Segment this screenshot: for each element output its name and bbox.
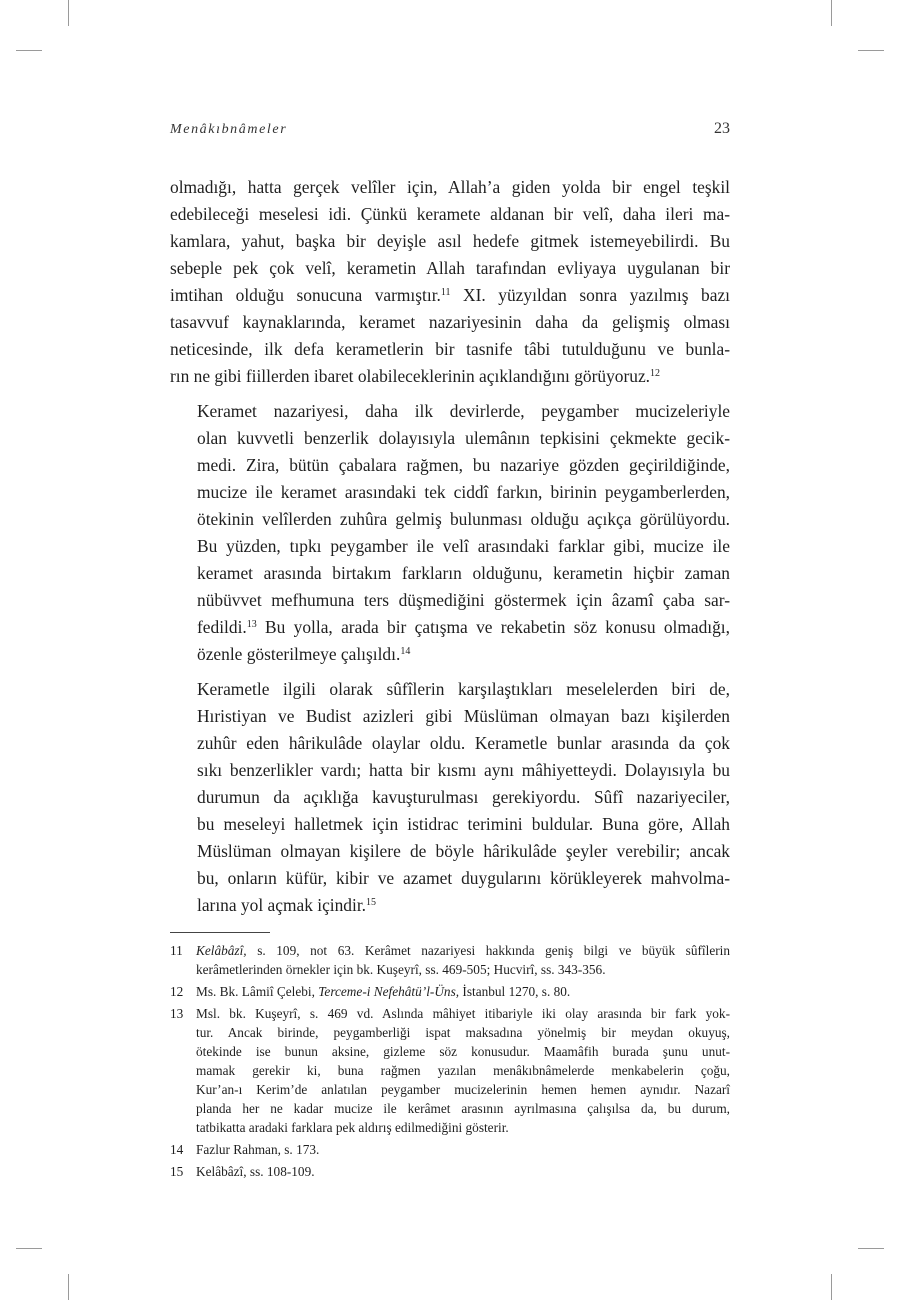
- text-line: Hıristiyan ve Budist azizleri gibi Müslüman olmayan bazı kişilerden: [197, 706, 730, 726]
- footnote-ref: 14: [400, 646, 411, 657]
- text-line: ötekinin velîlerden zuhûra gelmiş bulunması olduğu açıkça görülüyordu.: [197, 509, 730, 529]
- crop-mark: [858, 50, 884, 51]
- footnote-line: tatbikatta aradaki farklara pek aldırış edilmediğini gösterir.: [196, 1120, 509, 1135]
- text-line: mucize ile keramet arasındaki tek ciddî farkın, birinin peygamberlerden,: [197, 482, 730, 502]
- footnote-number: 14: [170, 1142, 184, 1157]
- text-line: Bu yüzden, tıpkı peygamber ile velî arasındaki farklar gibi, mucize ile: [197, 536, 730, 556]
- footnote-ref: 12: [650, 368, 661, 379]
- footnote-ref: 11: [440, 287, 451, 298]
- text-line: Kerametle ilgili olarak sûfîlerin karşılaştıkları meselelerden biri de,: [197, 679, 730, 699]
- footnote: [170, 941, 730, 979]
- footnote: [170, 982, 730, 1001]
- text-line: medi. Zira, bütün çabalara rağmen, bu nazariye gözden geçirildiğinde,: [197, 455, 730, 475]
- page-number: 23: [714, 120, 730, 137]
- text-line: olan kuvvetli benzerlik dolayısıyla ulemânın tepkisini çekmekte gecik-: [197, 428, 730, 448]
- footnote-number: 12: [170, 984, 184, 999]
- footnote-ref: 15: [366, 897, 377, 908]
- text-line: nübüvvet mefhumuna ters düşmediğini göstermek için âzamî çaba sar-: [197, 590, 730, 610]
- footnote-line: Kelâbâzî, ss. 108-109.: [196, 1164, 315, 1179]
- footnote-line: Kelâbâzî, s. 109, not 63. Kerâmet nazariyesi hakkında geniş bilgi ve büyük sûfîlerin: [196, 943, 730, 958]
- text-line: edebileceği meselesi idi. Çünkü keramete aldanan bir velî, daha ileri ma-: [170, 204, 730, 224]
- paragraph: [170, 398, 730, 668]
- text-line: olmadığı, hatta gerçek velîler için, Allah’a giden yolda bir engel teşkil: [170, 177, 730, 197]
- footnote-line: tur. Ancak birinde, peygamberliği ispat maksadına yönelmiş bir meydan okuyuş,: [196, 1025, 730, 1040]
- crop-mark: [858, 1248, 884, 1249]
- footnote-ref: 13: [246, 619, 257, 630]
- text-line: bu, onların küfür, kibir ve azamet duygularını körükleyerek mahvolma-: [197, 868, 730, 888]
- page-header: [170, 120, 730, 144]
- crop-mark: [831, 1274, 832, 1300]
- crop-mark: [16, 50, 42, 51]
- footnote-text: [196, 1140, 730, 1159]
- text-line: fedildi.$^{13}$ Bu yolla, arada bir çatışma ve rekabetin söz konusu olmadığı,: [197, 617, 730, 637]
- text-line: larına yol açmak içindir.$^{15}$: [197, 895, 377, 915]
- text-line: imtihan olduğu sonucuna varmıştır.$^{11}$ XI. yüzyıldan sonra yazılmış bazı: [170, 285, 730, 305]
- crop-mark: [68, 0, 69, 26]
- footnote-text: [196, 1162, 730, 1181]
- footnote-text: [196, 941, 730, 979]
- footnote-text: [196, 982, 730, 1001]
- text-line: neticesinde, ilk defa kerametlerin bir tasnife tâbi tutulduğunu ve bunla-: [170, 339, 730, 359]
- running-title: Menâkıbnâmeler: [170, 122, 288, 137]
- footnote-line: mamak gerekir ki, buna rağmen yazılan menâkıbnâmelerde menkabelerin çoğu,: [196, 1063, 730, 1078]
- text-line: rın ne gibi fiillerden ibaret olabileceklerinin açıklandığını görüyoruz.$^{12}$: [170, 366, 661, 386]
- text-line: Müslüman olmayan kişilere de böyle hârikulâde şeyler verebilir; ancak: [197, 841, 730, 861]
- footnote: [170, 1004, 730, 1137]
- footnote-line: planda her ne kadar mucize ile kerâmet arasının ayrılmasına çalışılsa da, bu durum,: [196, 1101, 730, 1116]
- crop-mark: [16, 1248, 42, 1249]
- footnote: [170, 1140, 730, 1159]
- text-line: zuhûr eden hârikulâde olaylar oldu. Kerametle bunlar arasında da çok: [197, 733, 730, 753]
- paragraph: [170, 174, 730, 390]
- footnote-number: 15: [170, 1164, 184, 1179]
- footnote-line: Fazlur Rahman, s. 173.: [196, 1142, 320, 1157]
- text-line: özenle gösterilmeye çalışıldı.$^{14}$: [197, 644, 411, 664]
- footnotes: [170, 941, 730, 1184]
- body-text: [170, 174, 730, 927]
- text-line: sebeple pek çok velî, kerametin Allah tarafından evliyaya uygulanan bir: [170, 258, 730, 278]
- footnote-number: 11: [170, 943, 183, 958]
- footnote-text: [196, 1004, 730, 1137]
- footnote-line: ötekinde ise bunun aksine, gizleme söz konusudur. Maamâfih burada şunu unut-: [196, 1044, 730, 1059]
- text-line: durumun da açıklığa kavuşturulması gerekiyordu. Sûfî nazariyeciler,: [197, 787, 730, 807]
- paragraph: [170, 676, 730, 919]
- footnote-line: Msl. bk. Kuşeyrî, s. 469 vd. Aslında mâhiyet itibariyle iki olay arasında bir fark yok-: [196, 1006, 730, 1021]
- footnote: [170, 1162, 730, 1181]
- text-line: keramet arasında birtakım farkların olduğunu, kerametin hiçbir zaman: [197, 563, 730, 583]
- text-line: sıkı benzerlikler vardı; hatta bir kısmı aynı mâhiyetteydi. Dolayısıyla bu: [197, 760, 730, 780]
- footnote-line: Kur’an-ı Kerim’de anlatılan peygamber mucizelerinin hemen hemen aynıdır. Nazarî: [196, 1082, 730, 1097]
- text-line: Keramet nazariyesi, daha ilk devirlerde, peygamber mucizeleriyle: [197, 401, 730, 421]
- footnote-line: Ms. Bk. Lâmiî Çelebi, Terceme-i Nefehâtü’l-Üns, İstanbul 1270, s. 80.: [196, 984, 571, 999]
- footnote-number: 13: [170, 1006, 184, 1021]
- crop-mark: [831, 0, 832, 26]
- text-line: tasavvuf kaynaklarında, keramet nazariyesinin daha da gelişmiş olması: [170, 312, 730, 332]
- footnote-divider: [170, 932, 270, 933]
- crop-mark: [68, 1274, 69, 1300]
- text-line: bu meseleyi halletmek için istidrac terimini buldular. Buna göre, Allah: [197, 814, 730, 834]
- footnote-line: kerâmetlerinden örnekler için bk. Kuşeyrî, ss. 469-505; Hucvirî, ss. 343-356.: [196, 962, 606, 977]
- text-line: kamlara, yahut, başka bir deyişle asıl hedefe gitmek istemeyebilirdi. Bu: [170, 231, 730, 251]
